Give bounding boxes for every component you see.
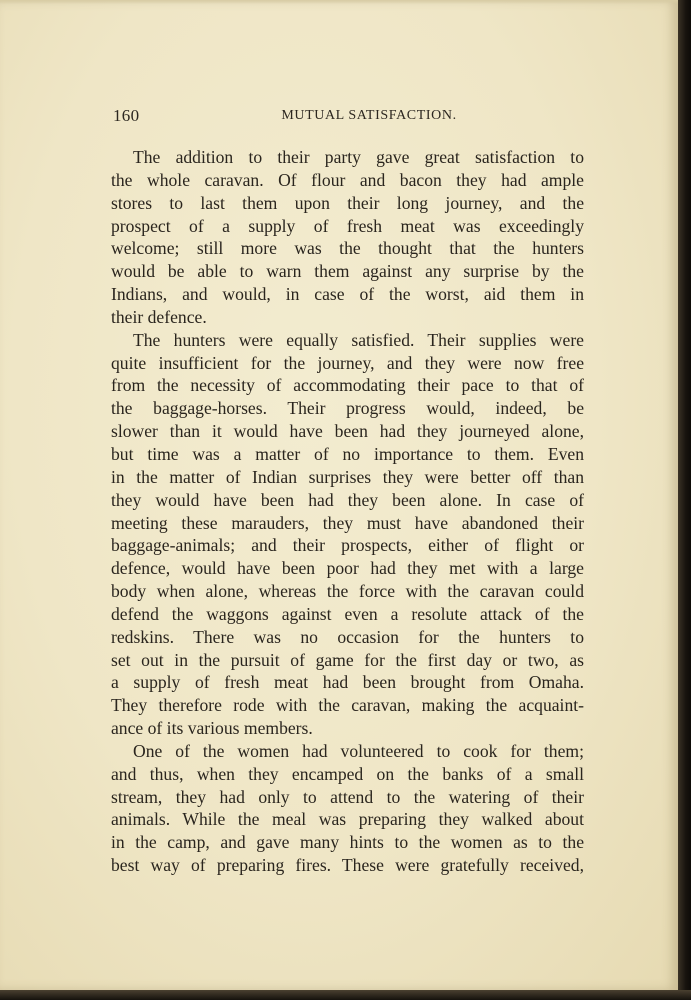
text-line xyxy=(111,557,584,580)
text-line xyxy=(111,649,584,672)
text-line-content: slower than it would have been had they journeyed alone, xyxy=(111,421,584,442)
text-line-content: stores to last them upon their long journey, and the xyxy=(111,192,584,213)
text-line xyxy=(111,763,584,786)
text-line-content: they would have been had they been alone. In case of xyxy=(111,489,584,510)
text-line-content: baggage-animals; and their prospects, either of flight or xyxy=(111,535,584,556)
text-line xyxy=(111,626,584,649)
text-line xyxy=(111,808,584,831)
text-line-content: Indians, and would, in case of the worst, aid them in xyxy=(111,284,584,305)
text-line xyxy=(111,831,584,854)
text-line-content: in the camp, and gave many hints to the women as to the xyxy=(111,832,584,853)
text-line xyxy=(111,786,584,809)
text-line-content: One of the women had volunteered to cook for them; xyxy=(133,740,584,761)
text-line xyxy=(111,534,584,557)
text-line-content: defend the waggons against even a resolute attack of the xyxy=(111,603,584,624)
text-line-content: The addition to their party gave great satisfaction to xyxy=(133,147,584,167)
text-line xyxy=(111,169,584,192)
text-line xyxy=(111,854,584,877)
text-line-content: quite insufficient for the journey, and they were now free xyxy=(111,352,584,373)
text-line-content: and thus, when they encamped on the banks of a small xyxy=(111,763,584,784)
page-top-edge xyxy=(0,0,678,4)
text-line xyxy=(111,374,584,397)
page-bottom-shadow xyxy=(0,990,691,1000)
text-line xyxy=(111,603,584,626)
body-text xyxy=(111,146,584,877)
text-line-content: The hunters were equally satisfied. Their supplies were xyxy=(133,329,584,350)
text-line-content: prospect of a supply of fresh meat was exceedingly xyxy=(111,215,584,236)
text-line xyxy=(111,215,584,238)
text-line xyxy=(111,420,584,443)
running-head: MUTUAL SATISFACTION. xyxy=(281,108,457,123)
text-line-content: but time was a matter of no importance to them. Even xyxy=(111,443,584,464)
page-number: 160 xyxy=(113,106,140,125)
text-line-content: stream, they had only to attend to the watering of their xyxy=(111,786,584,807)
text-line xyxy=(111,306,584,329)
text-line xyxy=(111,397,584,420)
text-line xyxy=(111,237,584,260)
text-line xyxy=(111,329,584,352)
text-line-content: redskins. There was no occasion for the hunters to xyxy=(111,626,584,647)
text-line xyxy=(111,740,584,763)
text-line-content: set out in the pursuit of game for the first day or two, as xyxy=(111,649,584,670)
text-line xyxy=(111,283,584,306)
text-line-content: the whole caravan. Of flour and bacon they had ample xyxy=(111,169,584,190)
text-line-content: in the matter of Indian surprises they were better off than xyxy=(111,466,584,487)
text-line xyxy=(111,260,584,283)
text-line-content: the baggage-horses. Their progress would, indeed, be xyxy=(111,398,584,419)
text-line-content: welcome; still more was the thought that the hunters xyxy=(111,238,584,259)
text-line xyxy=(111,580,584,603)
text-line xyxy=(111,694,584,717)
text-line-content: best way of preparing fires. These were gratefully received, xyxy=(111,855,584,876)
text-line-content: animals. While the meal was preparing they walked about xyxy=(111,809,584,830)
text-line xyxy=(111,192,584,215)
text-line xyxy=(111,717,584,740)
text-line-content: They therefore rode with the caravan, making the acquaint- xyxy=(111,695,584,716)
text-line-content: would be able to warn them against any surprise by the xyxy=(111,261,584,282)
text-line-content: a supply of fresh meat had been brought from Omaha. xyxy=(111,672,584,693)
text-line xyxy=(111,352,584,375)
text-line xyxy=(111,146,584,169)
text-line xyxy=(111,443,584,466)
text-line xyxy=(111,466,584,489)
text-line-content: defence, would have been poor had they met with a large xyxy=(111,558,584,579)
text-line-content: meeting these marauders, they must have abandoned their xyxy=(111,512,584,533)
text-line xyxy=(111,489,584,512)
text-line xyxy=(111,512,584,535)
text-line-content: from the necessity of accommodating their pace to that of xyxy=(111,375,584,396)
book-spine-shadow xyxy=(678,0,691,1000)
text-line-content: body when alone, whereas the force with the caravan could xyxy=(111,581,584,602)
text-line xyxy=(111,671,584,694)
text-line-content: their defence. xyxy=(111,306,207,327)
text-line-content: ance of its various members. xyxy=(111,718,313,739)
page-header xyxy=(113,106,585,128)
